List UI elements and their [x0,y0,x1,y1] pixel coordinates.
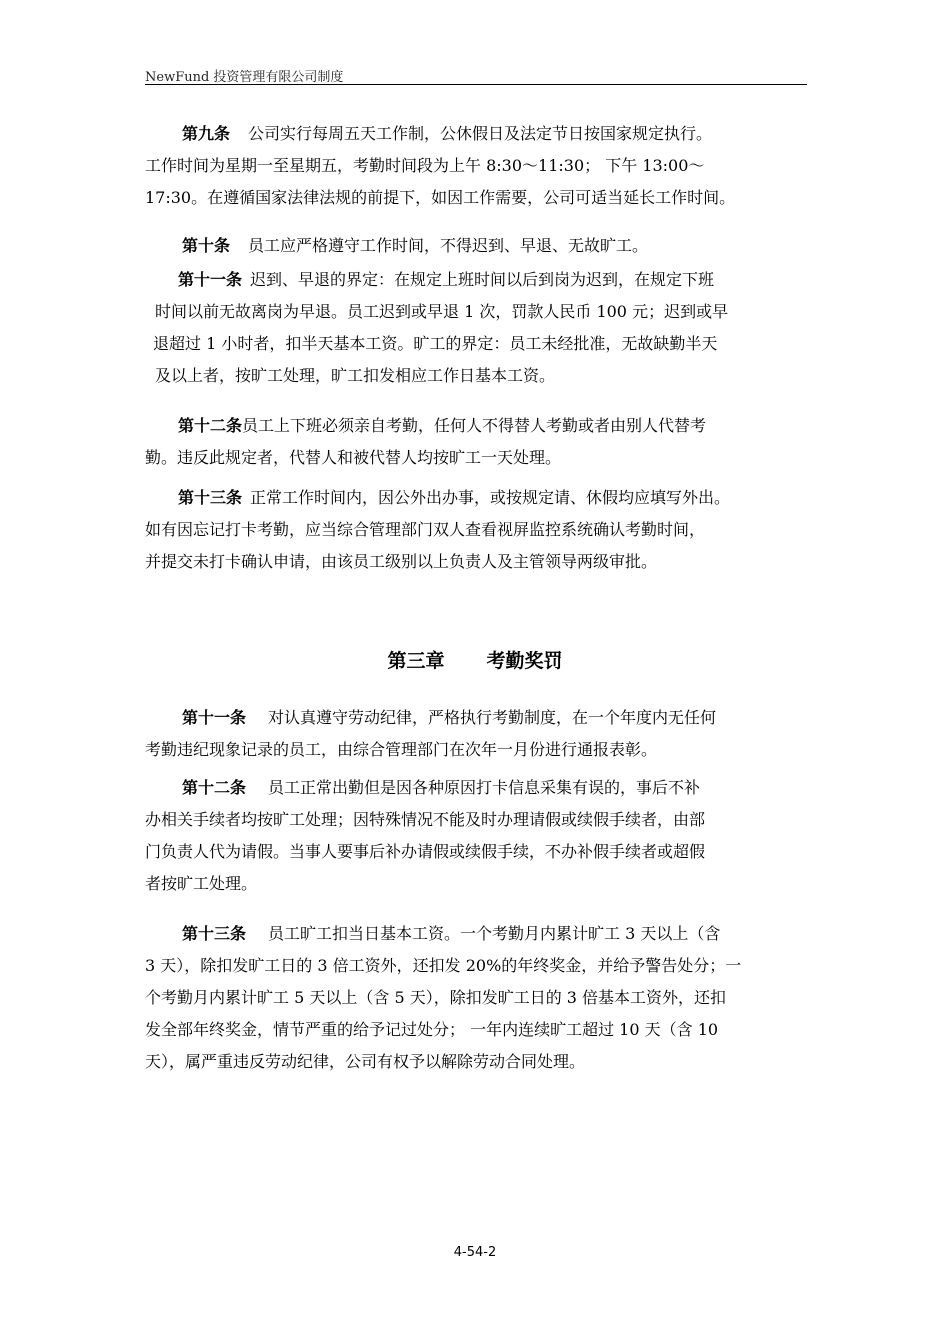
chapter3-article-13 [145,918,810,1078]
chapter3-article-11 [145,702,810,766]
article-11 [145,264,810,392]
article-label: 第十三条 [178,488,243,507]
article-text: 17:30。在遵循国家法律法规的前提下，如因工作需要，公司可适当延长工作时间。 [145,188,736,207]
article-text: 退超过 1 小时者，扣半天基本工资。旷工的界定：员工未经批准，无故缺勤半天 [153,334,718,353]
article-text: 者按旷工处理。 [145,874,258,893]
article-label: 第十一条 [182,708,247,727]
article-text: 个考勤月内累计旷工 5 天以上（含 5 天），除扣发旷工日的 3 倍基本工资外，还扣 [145,988,727,1007]
article-text: 对认真遵守劳动纪律，严格执行考勤制度，在一个年度内无任何 [268,708,717,727]
article-text: 3 天），除扣发旷工日的 3 倍工资外，还扣发 20%的年终奖金，并给予警告处分；一 [145,956,742,975]
article-text: 时间以前无故离岗为早退。员工迟到或早退 1 次，罚款人民币 100 元；迟到或早 [155,302,729,321]
chapter-number: 第三章 [387,650,445,672]
article-13 [145,482,810,578]
article-label: 第十一条 [178,270,243,289]
article-12 [145,410,810,474]
article-text: 勤。违反此规定者，代替人和被代替人均按旷工一天处理。 [145,448,562,467]
article-label: 第十条 [182,236,231,255]
article-text: 公司实行每周五天工作制，公休假日及法定节日按国家规定执行。 [248,124,713,143]
article-text: 门负责人代为请假。当事人要事后补办请假或续假手续，不办补假手续者或超假 [145,842,706,861]
article-text: 正常工作时间内，因公外出办事，或按规定请、休假均应填写外出。 [250,488,731,507]
article-text: 及以上者，按旷工处理，旷工扣发相应工作日基本工资。 [155,366,556,385]
article-label: 第十三条 [182,924,247,943]
article-text: 员工应严格遵守工作时间，不得迟到、早退、无故旷工。 [248,236,649,255]
chapter-heading [0,646,950,673]
article-text: 如有因忘记打卡考勤，应当综合管理部门双人查看视屏监控系统确认考勤时间， [145,520,706,539]
article-text: 员工上下班必须亲自考勤，任何人不得替人考勤或者由别人代替考 [242,416,707,435]
article-text: 工作时间为星期一至星期五，考勤时间段为上午 8:30～11:30； 下午 13:00～ [145,156,705,175]
article-text: 迟到、早退的界定：在规定上班时间以后到岗为迟到，在规定下班 [250,270,715,289]
page-number: 4-54-2 [453,1245,497,1260]
document-header-title: NewFund 投资管理有限公司制度 [145,70,344,85]
article-label: 第九条 [182,124,231,143]
article-label: 第十二条 [178,416,243,435]
article-text: 发全部年终奖金，情节严重的给予记过处分； 一年内连续旷工超过 10 天（含 10 [145,1020,719,1039]
article-9 [145,118,810,214]
header-divider [145,84,807,85]
article-text: 考勤违纪现象记录的员工，由综合管理部门在次年一月份进行通报表彰。 [145,740,658,759]
article-text: 员工旷工扣当日基本工资。一个考勤月内累计旷工 3 天以上（含 [268,924,721,943]
chapter3-article-12 [145,772,810,900]
chapter-title: 考勤奖罚 [486,650,563,672]
article-text: 员工正常出勤但是因各种原因打卡信息采集有误的，事后不补 [268,778,701,797]
article-text: 天），属严重违反劳动纪律，公司有权予以解除劳动合同处理。 [145,1052,586,1071]
article-10 [145,230,810,262]
article-label: 第十二条 [182,778,247,797]
article-text: 并提交未打卡确认申请，由该员工级别以上负责人及主管领导两级审批。 [145,552,658,571]
article-text: 办相关手续者均按旷工处理；因特殊情况不能及时办理请假或续假手续者，由部 [145,810,706,829]
